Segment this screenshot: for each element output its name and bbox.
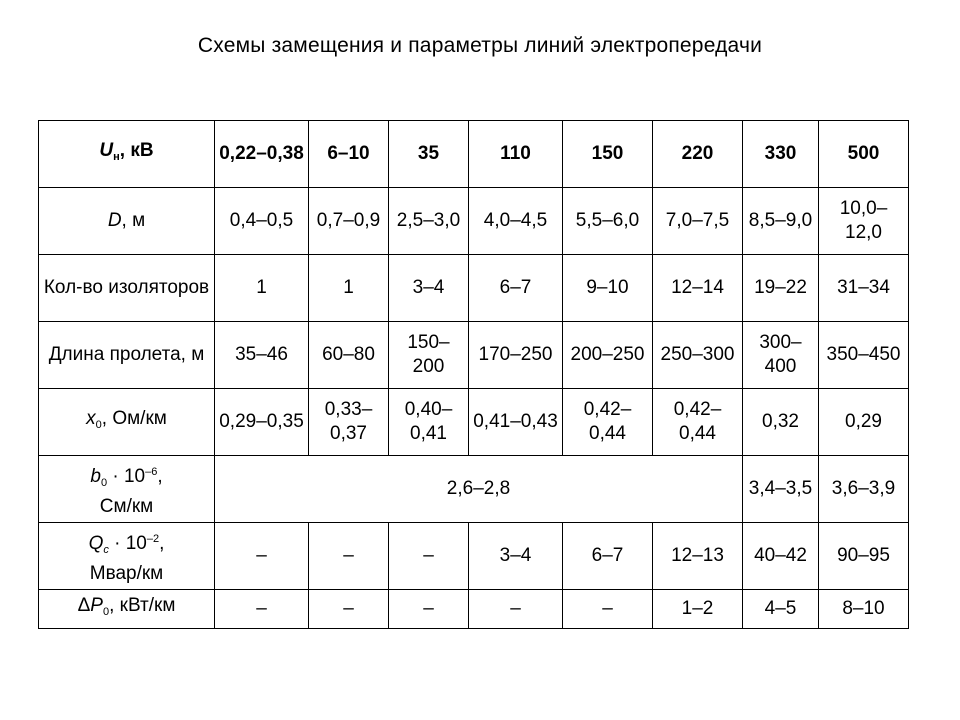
table-cell: 0,33–0,37 [309,389,389,456]
row-reactance [39,389,909,456]
qc-subscript: c [103,543,109,556]
row-span-length [39,322,909,389]
row-label [39,389,215,456]
table-cell: 3,4–3,5 [743,456,819,523]
header-voltage-cell: 6–10 [309,121,389,188]
table-cell: 0,29 [819,389,909,456]
qc-exponent: –2 [146,532,160,545]
table-cell: 12–13 [653,523,743,590]
row-phase-distance [39,188,909,255]
table-cell: 12–14 [653,255,743,322]
qc-multiplier: · 10 [108,532,147,554]
x0-symbol: x [86,408,96,429]
table-cell: 0,29–0,35 [215,389,309,456]
table-cell: 250–300 [653,322,743,389]
header-voltage-cell: 35 [389,121,469,188]
table-cell: 8–10 [819,590,909,629]
table-cell: 150–200 [389,322,469,389]
table-cell: 5,5–6,0 [563,188,653,255]
table-cell: 0,32 [743,389,819,456]
dp0-prefix: Δ [77,595,91,616]
page-title: Схемы замещения и параметры линий электропередачи [197,34,763,57]
b0-subscript: 0 [100,476,108,489]
b0-unit: См/км [99,495,154,517]
qc-symbol: Q [88,532,104,554]
table-cell: 0,40–0,41 [389,389,469,456]
x0-subscript: 0 [95,419,102,431]
table-cell: 4–5 [743,590,819,629]
table-cell: 31–34 [819,255,909,322]
table-cell: 6–7 [563,523,653,590]
header-voltage-cell: 110 [469,121,563,188]
header-voltage-cell: 330 [743,121,819,188]
b0-exponent: –6 [145,465,158,478]
table-cell: 1 [215,255,309,322]
dp0-unit: , кВт/км [109,595,176,616]
row-label [39,456,215,523]
voltage-unit: , кВ [119,140,154,161]
table-cell: 6–7 [469,255,563,322]
row-charging-power [39,523,909,590]
table-cell: 7,0–7,5 [653,188,743,255]
voltage-symbol: U [99,140,114,161]
table-cell: 0,7–0,9 [309,188,389,255]
table-cell: 2,5–3,0 [389,188,469,255]
row-label: Кол-во изоляторов [39,255,215,322]
header-voltage-cell: 150 [563,121,653,188]
table-cell: 35–46 [215,322,309,389]
table-cell: 19–22 [743,255,819,322]
row-label: Длина пролета, м [39,322,215,389]
table-cell: 170–250 [469,322,563,389]
table-cell: – [215,523,309,590]
table-cell: 9–10 [563,255,653,322]
table-cell: 350–450 [819,322,909,389]
header-param-cell [39,121,215,188]
line-parameters-table [38,120,909,629]
d-symbol: D [107,210,122,231]
table-cell: 0,42–0,44 [563,389,653,456]
d-unit: , м [121,210,146,231]
row-insulators [39,255,909,322]
table-cell: – [309,523,389,590]
header-voltage-cell: 220 [653,121,743,188]
b0-symbol: b [90,465,101,487]
table-cell: – [389,523,469,590]
qc-suffix: , [159,532,165,554]
table-cell: 1–2 [653,590,743,629]
b0-multiplier: · 10 [107,465,146,487]
row-label [39,188,215,255]
row-label [39,523,215,590]
qc-unit: Мвар/км [89,562,164,584]
row-label [39,590,215,629]
table-cell: 300–400 [743,322,819,389]
table-cell: 10,0–12,0 [819,188,909,255]
table-cell: 1 [309,255,389,322]
table-cell: – [309,590,389,629]
table-cell: 0,4–0,5 [215,188,309,255]
table-cell: 90–95 [819,523,909,590]
table-cell: 8,5–9,0 [743,188,819,255]
table-cell: 0,42–0,44 [653,389,743,456]
table-cell: 3–4 [389,255,469,322]
table-cell: 3–4 [469,523,563,590]
header-row [39,121,909,188]
row-corona-losses [39,590,909,629]
table-cell-merged: 2,6–2,8 [215,456,743,523]
table-cell: – [563,590,653,629]
b0-suffix: , [157,465,163,487]
voltage-subscript: н [113,151,120,163]
table-cell: 60–80 [309,322,389,389]
table-cell: 40–42 [743,523,819,590]
header-voltage-cell: 500 [819,121,909,188]
table-cell: – [389,590,469,629]
header-voltage-cell: 0,22–0,38 [215,121,309,188]
table-cell: 4,0–4,5 [469,188,563,255]
dp0-subscript: 0 [102,606,110,618]
table-cell: 0,41–0,43 [469,389,563,456]
dp0-symbol: P [90,595,103,616]
table-cell: 3,6–3,9 [819,456,909,523]
table-cell: 200–250 [563,322,653,389]
table-cell: – [215,590,309,629]
x0-unit: , Ом/км [101,408,167,429]
table-cell: – [469,590,563,629]
row-susceptance [39,456,909,523]
